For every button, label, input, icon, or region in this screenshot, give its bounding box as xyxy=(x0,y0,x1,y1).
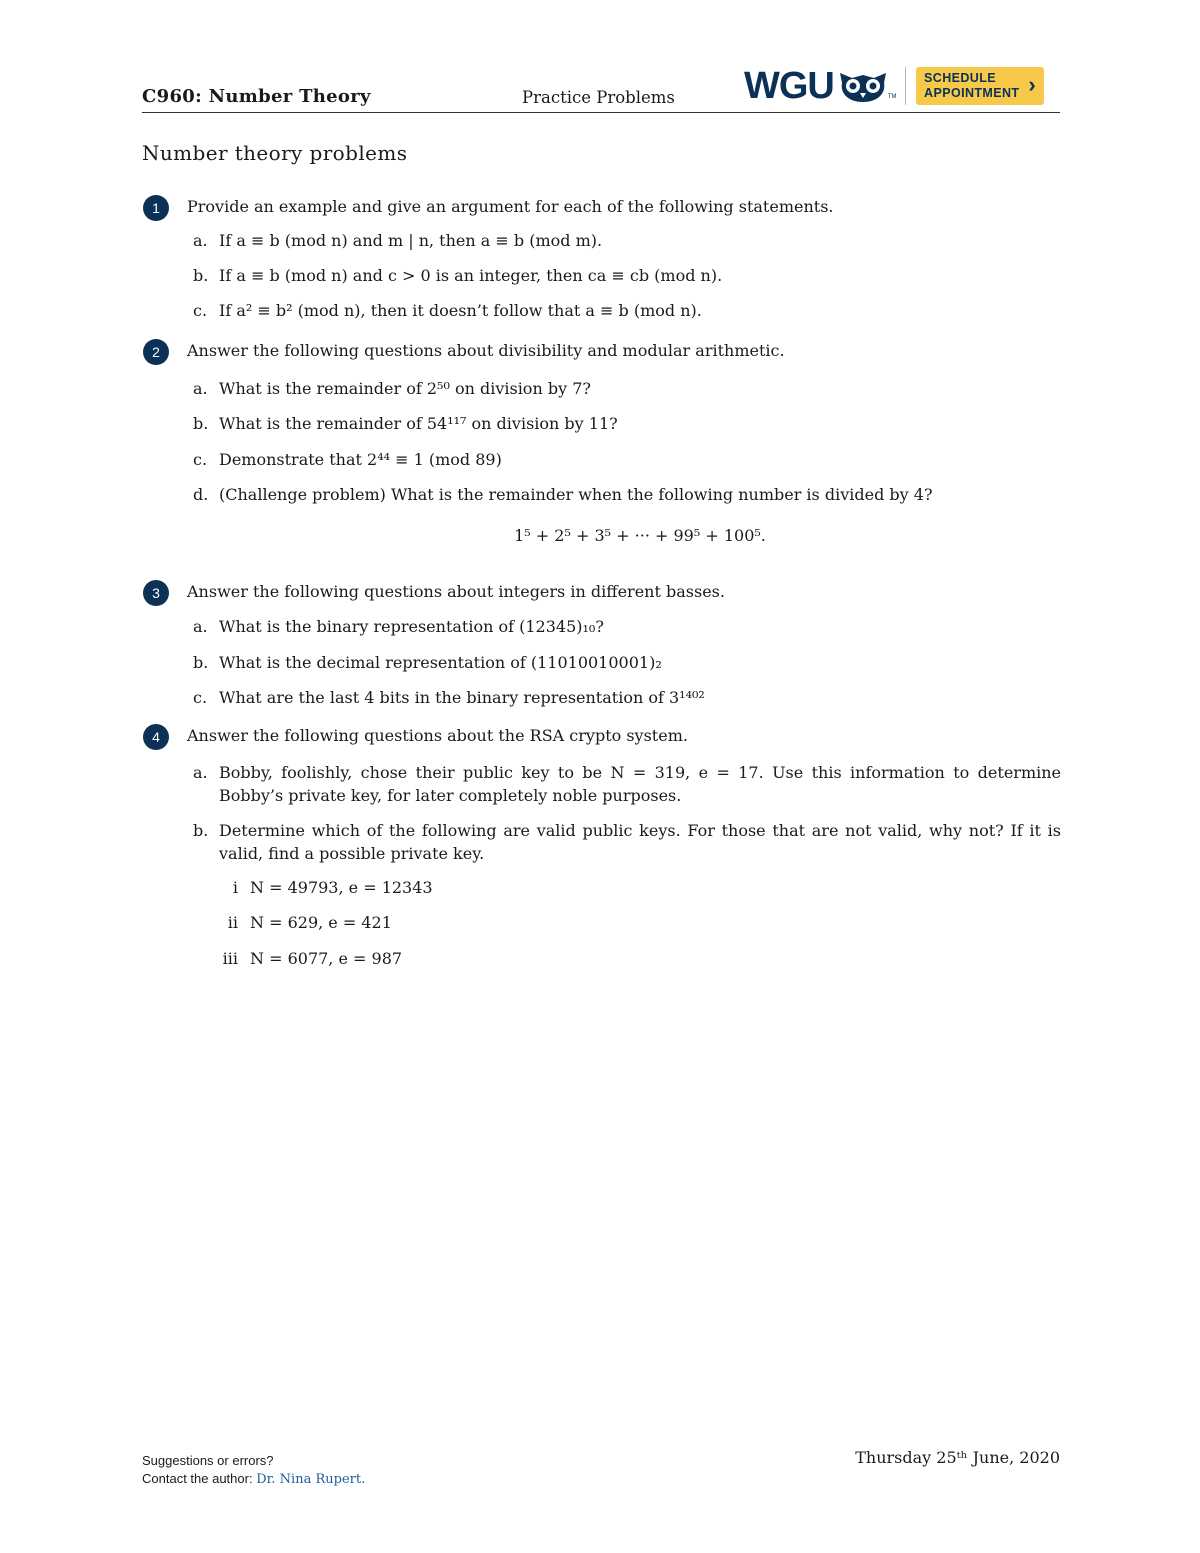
sub-item-label: i xyxy=(232,878,238,897)
list-item xyxy=(193,819,1061,865)
problem-number-badge: 3 xyxy=(143,580,169,606)
wgu-wordmark: WGU xyxy=(744,65,834,107)
sub-item-label: iii xyxy=(222,949,238,968)
list-item xyxy=(193,301,702,320)
list-item xyxy=(193,414,618,433)
item-text: Demonstrate that 2⁴⁴ ≡ 1 (mod 89) xyxy=(219,450,502,469)
item-text: Bobby, foolishly, chose their public key to be N = 319, e = 17. Use this information to determine Bobby’s private key, for later completely noble purposes. xyxy=(219,763,1061,805)
footer-contact-prefix: Contact the author: xyxy=(142,1471,253,1486)
footer-contact xyxy=(142,1452,365,1489)
footer-contact-line xyxy=(142,1470,365,1489)
problem-intro: Answer the following questions about divisibility and modular arithmetic. xyxy=(187,341,785,360)
item-label: a. xyxy=(193,379,208,398)
list-item xyxy=(193,231,602,250)
footer-date: Thursday 25ᵗʰ June, 2020 xyxy=(855,1448,1060,1467)
item-label: a. xyxy=(193,763,208,782)
problem-intro: Provide an example and give an argument for each of the following statements. xyxy=(187,197,834,216)
item-text: What is the binary representation of (12345)₁₀? xyxy=(219,617,604,636)
item-text: (Challenge problem) What is the remainder when the following number is divided by 4? xyxy=(219,485,933,504)
item-text: Determine which of the following are valid public keys. For those that are not valid, why not? If it is valid, find a possible private key. xyxy=(219,821,1061,863)
item-text: What is the decimal representation of (11010010001)₂ xyxy=(219,653,662,672)
sub-item-text: N = 6077, e = 987 xyxy=(250,949,403,968)
list-item xyxy=(193,653,662,672)
item-label: c. xyxy=(193,688,208,707)
display-equation: 1⁵ + 2⁵ + 3⁵ + ··· + 99⁵ + 100⁵. xyxy=(514,526,766,545)
sub-item-text: N = 629, e = 421 xyxy=(250,913,392,932)
problem-number-badge: 2 xyxy=(143,339,169,365)
problem-number-badge: 1 xyxy=(143,195,169,221)
item-text: What is the remainder of 54¹¹⁷ on division by 11? xyxy=(219,414,618,433)
sub-item-label: ii xyxy=(227,913,238,932)
item-label: b. xyxy=(193,414,209,433)
item-label: d. xyxy=(193,485,209,504)
logo-divider xyxy=(905,67,907,105)
appointment-label: APPOINTMENT xyxy=(924,86,1020,100)
list-item xyxy=(193,761,1061,807)
sub-list-item xyxy=(208,913,392,932)
sub-list-item xyxy=(208,878,433,897)
author-link[interactable]: Dr. Nina Rupert. xyxy=(256,1472,366,1487)
item-text: What is the remainder of 2⁵⁰ on division by 7? xyxy=(219,379,591,398)
chevron-right-icon: › xyxy=(1028,72,1037,97)
sub-list-item xyxy=(208,949,402,968)
problem-intro: Answer the following questions about integers in different basses. xyxy=(187,582,725,601)
list-item xyxy=(193,485,933,504)
list-item xyxy=(193,266,722,285)
problem-number-badge: 4 xyxy=(143,724,169,750)
document-type: Practice Problems xyxy=(522,88,675,107)
sub-item-text: N = 49793, e = 12343 xyxy=(250,878,433,897)
course-title: C960: Number Theory xyxy=(142,86,371,107)
item-label: a. xyxy=(193,231,208,250)
section-title: Number theory problems xyxy=(142,141,408,165)
item-label: c. xyxy=(193,450,208,469)
trademark-mark: TM xyxy=(887,94,897,100)
list-item xyxy=(193,617,604,636)
item-label: b. xyxy=(193,266,209,285)
schedule-label: SCHEDULE xyxy=(924,71,997,85)
item-text: What are the last 4 bits in the binary representation of 3¹⁴⁰² xyxy=(219,688,705,707)
list-item xyxy=(193,450,502,469)
page-header xyxy=(142,64,1060,113)
item-label: b. xyxy=(193,653,209,672)
list-item xyxy=(193,688,705,707)
item-label: a. xyxy=(193,617,208,636)
item-text: If a² ≡ b² (mod n), then it doesn’t follow that a ≡ b (mod n). xyxy=(219,301,702,320)
item-text: If a ≡ b (mod n) and m | n, then a ≡ b (mod m). xyxy=(219,231,603,250)
item-label: b. xyxy=(193,821,209,840)
owl-icon xyxy=(838,69,888,103)
wgu-logo[interactable] xyxy=(744,64,1044,108)
problem-intro: Answer the following questions about the RSA crypto system. xyxy=(187,726,688,745)
item-label: c. xyxy=(193,301,208,320)
schedule-appointment-button[interactable] xyxy=(916,67,1044,105)
list-item xyxy=(193,379,591,398)
footer-suggestions: Suggestions or errors? xyxy=(142,1453,274,1468)
item-text: If a ≡ b (mod n) and c > 0 is an integer, then ca ≡ cb (mod n). xyxy=(219,266,723,285)
